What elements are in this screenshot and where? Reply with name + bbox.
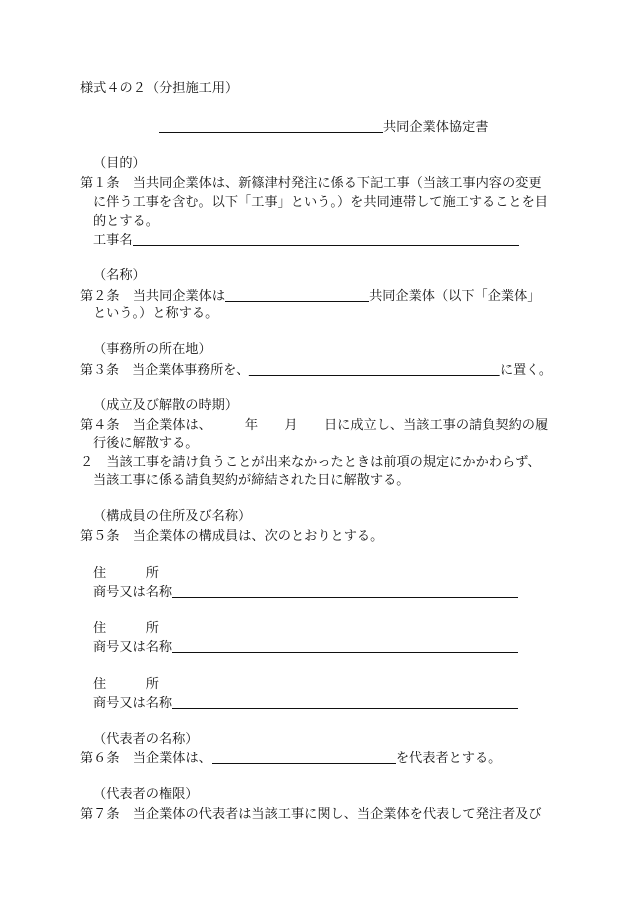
member-1-name-label: 商号又は名称 bbox=[93, 585, 173, 600]
article-2-line-1-b: 共同企業体（以下「企業体」 bbox=[369, 289, 541, 304]
title-suffix: 共同企業体協定書 bbox=[383, 120, 489, 135]
office-address-blank[interactable] bbox=[249, 361, 500, 376]
article-6-line-1 bbox=[80, 749, 501, 767]
article-2-line-2: という。）と称する。 bbox=[93, 306, 219, 321]
article-4-line-1: 第４条 当企業体は、 年 月 日に成立し、当該工事の請負契約の履 bbox=[80, 418, 549, 433]
member-1-address-label: 住 所 bbox=[93, 566, 159, 581]
article-3-line-1-a: 第３条 当企業体事務所を、 bbox=[80, 363, 250, 378]
representative-blank[interactable] bbox=[212, 749, 396, 764]
article-2-line-1 bbox=[80, 287, 541, 305]
article-1-heading: （目的） bbox=[93, 156, 146, 171]
member-3-name-blank[interactable] bbox=[172, 694, 518, 709]
article-7-heading: （代表者の権限） bbox=[93, 787, 199, 802]
member-2-name-label: 商号又は名称 bbox=[93, 640, 173, 655]
article-3-line-1-b: に置く。 bbox=[500, 363, 552, 378]
article-5-line-1: 第５条 当企業体の構成員は、次のとおりとする。 bbox=[80, 529, 384, 544]
member-1-name-blank[interactable] bbox=[172, 583, 518, 598]
article-4-para-2-line-1: ２ 当該工事を請け負うことが出来なかったときは前項の規定にかかわらず、 bbox=[80, 455, 541, 470]
article-3-heading: （事務所の所在地） bbox=[93, 342, 212, 357]
article-7-line-1: 第７条 当企業体の代表者は当該工事に関し、当企業体を代表して発注者及び bbox=[80, 807, 542, 822]
article-6-heading: （代表者の名称） bbox=[93, 732, 199, 747]
work-name-row bbox=[93, 231, 519, 249]
article-4-line-2: 行後に解散する。 bbox=[93, 436, 199, 451]
jv-name-blank[interactable] bbox=[159, 118, 383, 133]
article-1-line-3: 的とする。 bbox=[93, 214, 159, 229]
member-2-name-row bbox=[93, 638, 518, 656]
member-3-address-label: 住 所 bbox=[93, 677, 159, 692]
form-label: 様式４の２（分担施工用） bbox=[80, 81, 239, 96]
member-2-address-label: 住 所 bbox=[93, 621, 159, 636]
article-3-line-1 bbox=[80, 361, 552, 379]
article-1-line-1: 第１条 当共同企業体は、新篠津村発注に係る下記工事（当該工事内容の変更 bbox=[80, 176, 542, 191]
document-title bbox=[159, 118, 489, 136]
article-6-line-1-b: を代表者とする。 bbox=[395, 751, 502, 766]
jv-name-blank-2[interactable] bbox=[225, 287, 369, 302]
article-4-heading: （成立及び解散の時期） bbox=[93, 398, 239, 413]
member-3-name-row bbox=[93, 694, 518, 712]
article-1-line-2: に伴う工事を含む。以下「工事」という。）を共同連帯して施工することを目 bbox=[93, 195, 548, 210]
article-4-para-2-line-2: 当該工事に係る請負契約が締結された日に解散する。 bbox=[93, 473, 410, 488]
article-2-line-1-a: 第２条 当共同企業体は bbox=[80, 289, 226, 304]
member-3-name-label: 商号又は名称 bbox=[93, 696, 173, 711]
member-2-name-blank[interactable] bbox=[172, 638, 518, 653]
article-6-line-1-a: 第６条 当企業体は、 bbox=[80, 751, 212, 766]
article-5-heading: （構成員の住所及び名称） bbox=[93, 509, 252, 524]
article-2-heading: （名称） bbox=[93, 268, 146, 283]
member-1-name-row bbox=[93, 583, 518, 601]
work-name-blank[interactable] bbox=[133, 231, 519, 246]
work-name-label: 工事名 bbox=[93, 233, 133, 248]
